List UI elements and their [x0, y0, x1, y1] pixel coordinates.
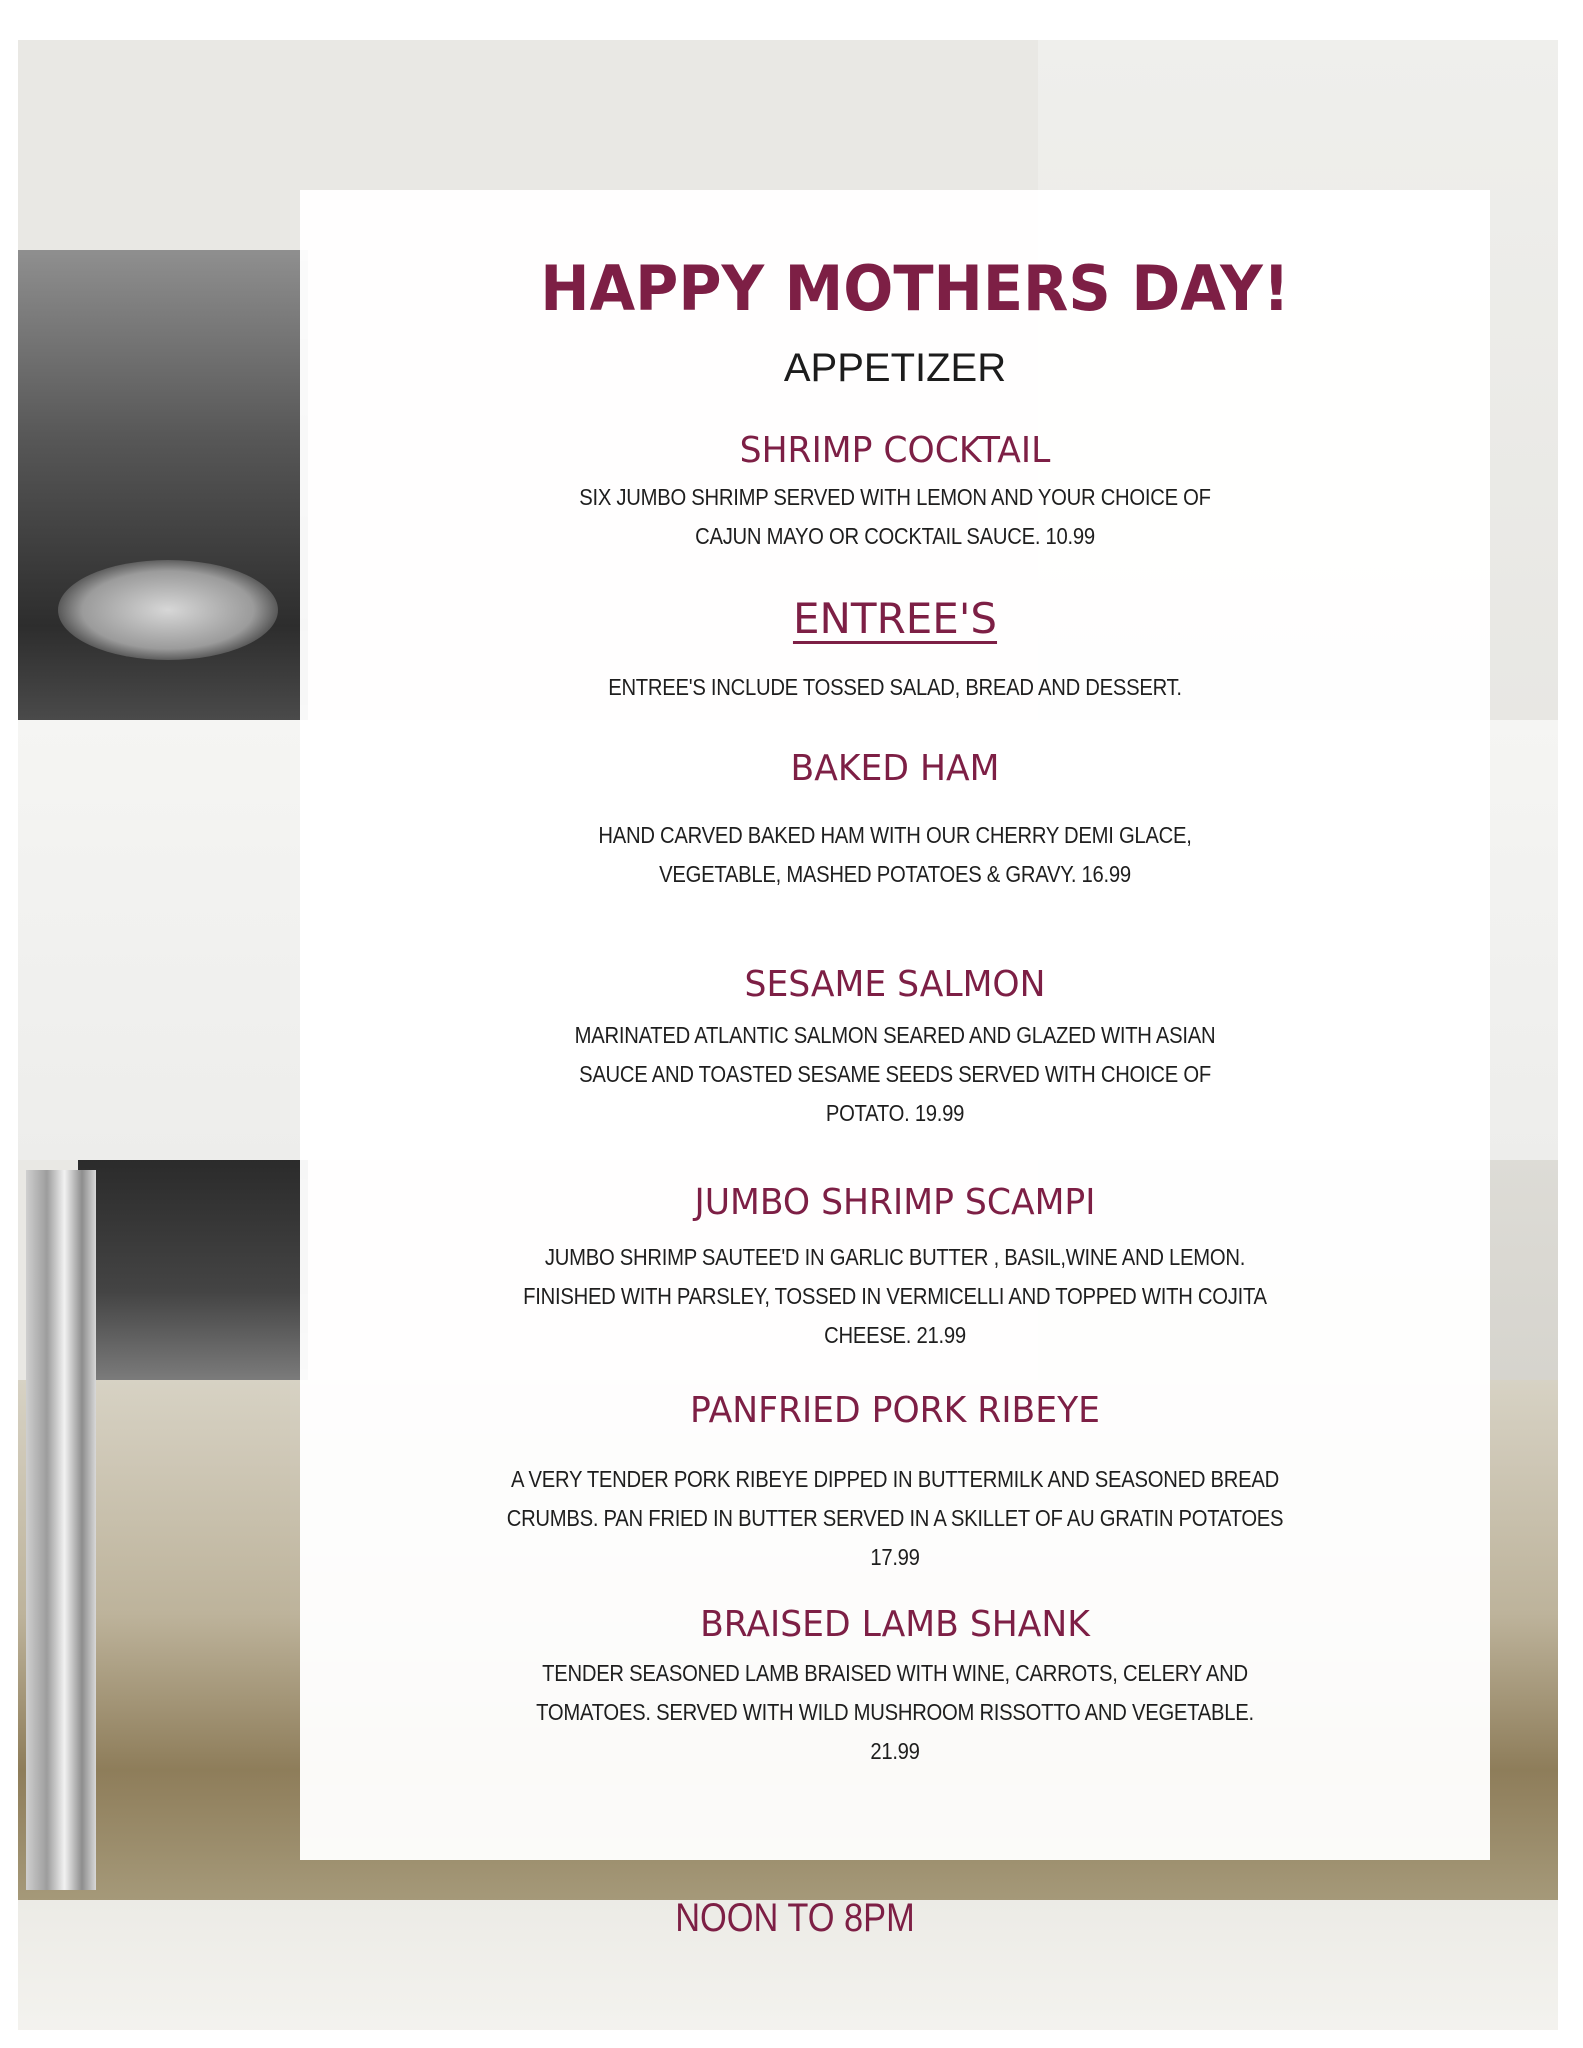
- description-line: 17.99: [870, 1544, 920, 1570]
- item-name-jumbo-shrimp-scampi: JUMBO SHRIMP SCAMPI: [694, 1182, 1096, 1223]
- description-line: CRUMBS. PAN FRIED IN BUTTER SERVED IN A SKILLET OF AU GRATIN POTATOES: [506, 1505, 1284, 1531]
- menu-title: HAPPY MOTHERS DAY!: [540, 252, 1290, 325]
- entrees-heading: ENTREE'S: [792, 594, 998, 643]
- appetizer-heading: APPETIZER: [783, 346, 1007, 390]
- description-line: CHEESE. 21.99: [824, 1322, 966, 1348]
- entrees-note: ENTREE'S INCLUDE TOSSED SALAD, BREAD AND DESSERT.: [608, 674, 1182, 700]
- description-line: SIX JUMBO SHRIMP SERVED WITH LEMON AND YOUR CHOICE OF: [579, 484, 1211, 510]
- item-name-baked-ham: BAKED HAM: [790, 748, 1000, 789]
- item-name-shrimp-cocktail: SHRIMP COCKTAIL: [739, 430, 1051, 471]
- description-line: POTATO. 19.99: [825, 1100, 965, 1126]
- item-name-panfried-pork-ribeye: PANFRIED PORK RIBEYE: [689, 1390, 1101, 1431]
- description-line: 21.99: [870, 1738, 920, 1764]
- item-description-panfried-pork-ribeye: [371, 1460, 1418, 1577]
- description-line: FINISHED WITH PARSLEY, TOSSED IN VERMICELLI AND TOPPED WITH COJITA: [523, 1283, 1267, 1309]
- background-glass-highlight: [58, 560, 278, 660]
- description-line: CAJUN MAYO OR COCKTAIL SAUCE. 10.99: [695, 523, 1095, 549]
- description-line: VEGETABLE, MASHED POTATOES & GRAVY. 16.99: [659, 861, 1131, 887]
- description-line: HAND CARVED BAKED HAM WITH OUR CHERRY DEMI GLACE,: [598, 822, 1192, 848]
- item-description-baked-ham: [371, 816, 1418, 894]
- item-description-braised-lamb-shank: [371, 1654, 1418, 1771]
- item-description-jumbo-shrimp-scampi: [371, 1238, 1418, 1355]
- item-name-sesame-salmon: SESAME SALMON: [744, 964, 1046, 1005]
- background-dark-object: [78, 1160, 308, 1380]
- description-line: TENDER SEASONED LAMB BRAISED WITH WINE, CARROTS, CELERY AND: [542, 1660, 1248, 1686]
- background-glass-stem: [26, 1170, 96, 1890]
- description-line: A VERY TENDER PORK RIBEYE DIPPED IN BUTTERMILK AND SEASONED BREAD: [511, 1466, 1279, 1492]
- description-line: TOMATOES. SERVED WITH WILD MUSHROOM RISSOTTO AND VEGETABLE.: [536, 1699, 1254, 1725]
- description-line: SAUCE AND TOASTED SESAME SEEDS SERVED WITH CHOICE OF: [579, 1061, 1211, 1087]
- description-line: JUMBO SHRIMP SAUTEE'D IN GARLIC BUTTER , BASIL,WINE AND LEMON.: [544, 1244, 1246, 1270]
- serving-hours: NOON TO 8PM: [675, 1896, 915, 1940]
- item-description-shrimp-cocktail: [371, 478, 1418, 556]
- description-line: MARINATED ATLANTIC SALMON SEARED AND GLAZED WITH ASIAN: [574, 1022, 1216, 1048]
- item-description-sesame-salmon: [371, 1016, 1418, 1133]
- item-name-braised-lamb-shank: BRAISED LAMB SHANK: [700, 1604, 1090, 1645]
